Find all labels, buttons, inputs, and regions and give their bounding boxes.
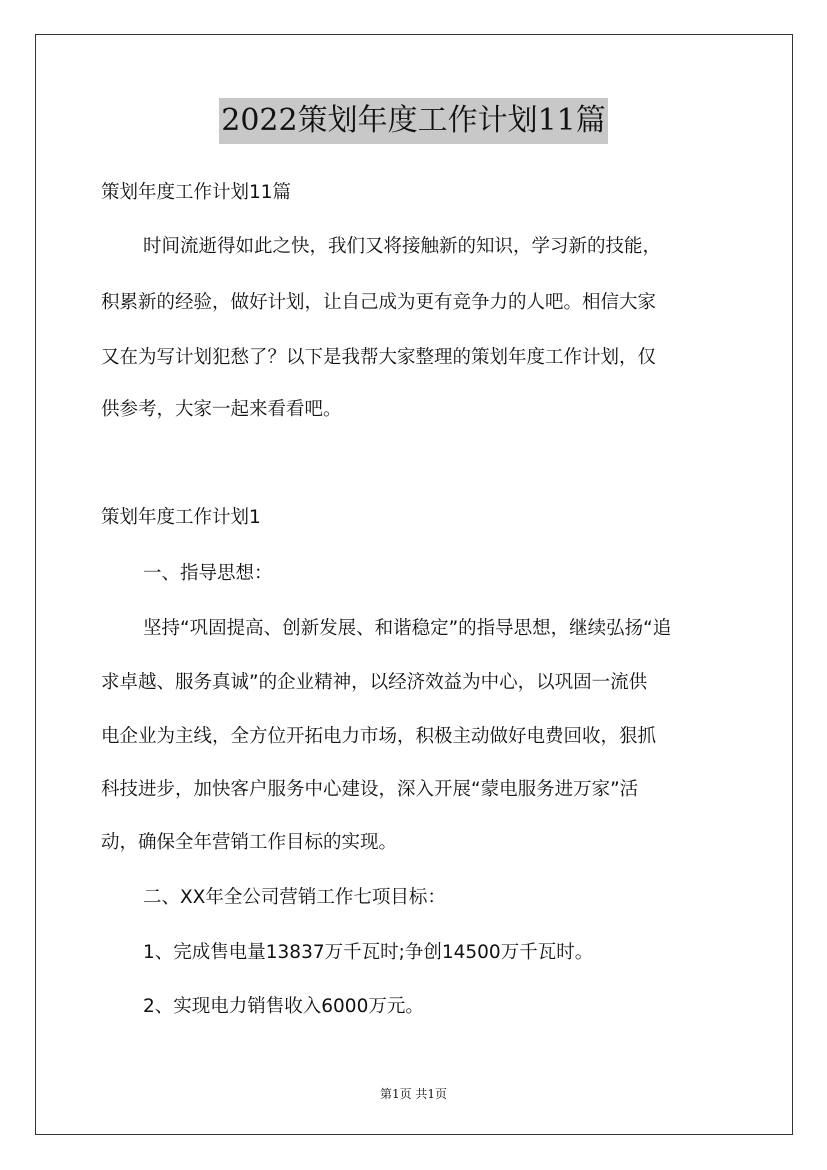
part-heading: 一、指导思想： (143, 563, 273, 584)
intro-line: 供参考，大家一起来看看吧。 (101, 399, 342, 420)
intro-line: 时间流逝得如此之快，我们又将接触新的知识，学习新的技能， (143, 236, 662, 257)
document-subtitle: 策划年度工作计划11篇 (101, 182, 292, 203)
goal-item: 1、完成售电量13837万千瓦时;争创14500万千瓦时。 (143, 942, 594, 963)
body-line: 坚持“巩固提高、创新发展、和谐稳定”的指导思想，继续弘扬“追 (143, 618, 672, 639)
body-line: 电企业为主线，全方位开拓电力市场，积极主动做好电费回收，狠抓 (101, 726, 657, 747)
body-line: 科技进步，加快客户服务中心建设，深入开展“蒙电服务进万家”活 (101, 779, 639, 800)
section-heading: 策划年度工作计划1 (101, 507, 261, 528)
part-heading: 二、XX年全公司营销工作七项目标： (143, 887, 446, 908)
intro-line: 积累新的经验，做好计划，让自己成为更有竞争力的人吧。相信大家 (101, 292, 657, 313)
body-line: 求卓越、服务真诚”的企业精神，以经济效益为中心，以巩固一流供 (101, 672, 648, 693)
title-container (0, 98, 827, 144)
intro-line: 又在为写计划犯愁了？以下是我帮大家整理的策划年度工作计划，仅 (101, 347, 657, 368)
body-line: 动，确保全年营销工作目标的实现。 (101, 832, 398, 853)
page-footer: 第1页 共1页 (379, 1087, 448, 1101)
goal-item: 2、实现电力销售收入6000万元。 (143, 996, 424, 1017)
document-title: 2022策划年度工作计划11篇 (219, 98, 608, 144)
